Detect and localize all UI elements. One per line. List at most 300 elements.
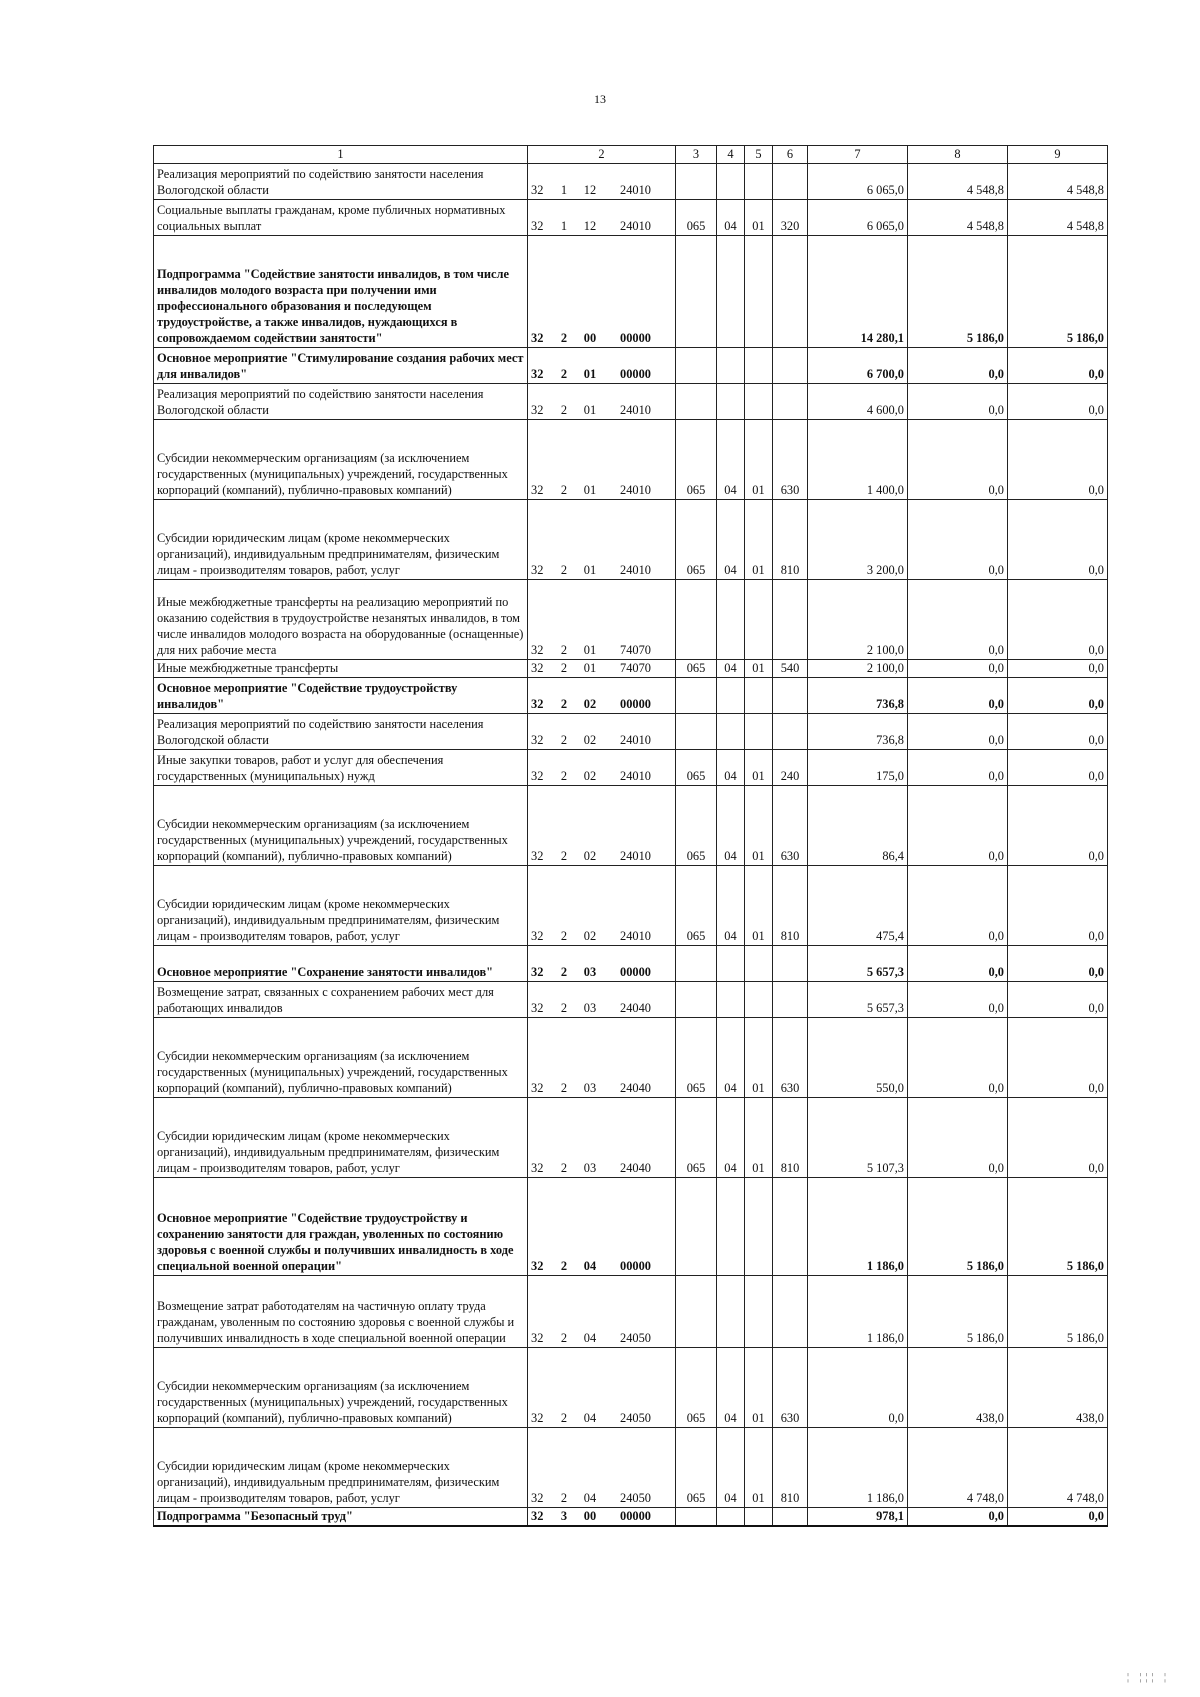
code-part-3: 02 [583, 849, 597, 863]
col-5-value [745, 580, 773, 660]
col-5-value: 01 [745, 660, 773, 678]
col-3-value [676, 678, 717, 714]
col-8-amount: 5 186,0 [908, 236, 1008, 348]
col-4-value [717, 678, 745, 714]
col-5-value [745, 384, 773, 420]
code-part-3: 03 [583, 1081, 597, 1095]
col-6-value [773, 678, 808, 714]
col-7-amount: 5 657,3 [808, 946, 908, 982]
col-3-value [676, 580, 717, 660]
col-4-value [717, 946, 745, 982]
table-row [154, 660, 1108, 678]
row-name: Основное мероприятие "Стимулирование создания рабочих мест для инвалидов" [154, 348, 528, 384]
col-9-amount: 0,0 [1008, 982, 1108, 1018]
code-part-1: 32 [531, 1081, 544, 1095]
code-part-4: 00000 [620, 1259, 651, 1273]
classification-code [528, 348, 676, 384]
col-7-amount: 2 100,0 [808, 580, 908, 660]
col-7-amount: 736,8 [808, 678, 908, 714]
table-body [154, 146, 1108, 1527]
col-3-value: 065 [676, 1018, 717, 1098]
col-5-value [745, 1276, 773, 1348]
col-3-value [676, 946, 717, 982]
col-3-value [676, 982, 717, 1018]
col-4-value: 04 [717, 866, 745, 946]
row-name: Иные межбюджетные трансферты [154, 660, 528, 678]
row-name: Реализация мероприятий по содействию занятости населения Вологодской области [154, 384, 528, 420]
col-5-value: 01 [745, 1018, 773, 1098]
col-5-value [745, 1178, 773, 1276]
code-part-1: 32 [531, 1491, 544, 1505]
col-6-value: 240 [773, 750, 808, 786]
code-part-3: 01 [583, 367, 597, 381]
code-part-1: 32 [531, 367, 544, 381]
classification-code [528, 660, 676, 678]
code-part-4: 24010 [620, 219, 651, 233]
col-3-value [676, 714, 717, 750]
row-name: Субсидии некоммерческим организациям (за исключением государственных (муниципальных) учреждений, государственных корпораций (компаний), публично-правовых компаний) [154, 420, 528, 500]
classification-code [528, 580, 676, 660]
code-part-4: 24050 [620, 1491, 651, 1505]
col-3-value: 065 [676, 200, 717, 236]
code-part-4: 00000 [620, 367, 651, 381]
code-part-4: 24010 [620, 929, 651, 943]
col-9-amount: 0,0 [1008, 946, 1108, 982]
header-cell-1: 1 [154, 146, 528, 164]
col-6-value [773, 164, 808, 200]
col-3-value: 065 [676, 1098, 717, 1178]
code-part-4: 24010 [620, 849, 651, 863]
table-row [154, 1178, 1108, 1276]
col-9-amount: 5 186,0 [1008, 1276, 1108, 1348]
classification-code [528, 786, 676, 866]
col-8-amount: 0,0 [908, 750, 1008, 786]
col-8-amount: 0,0 [908, 946, 1008, 982]
row-name: Возмещение затрат работодателям на частичную оплату труда гражданам, уволенным по состоянию здоровья с военной службы и получивших инвалидность в ходе специальной военной операции [154, 1276, 528, 1348]
row-name: Субсидии юридическим лицам (кроме некоммерческих организаций), индивидуальным предпринимателям, физическим лицам - производителям товаров, работ, услуг [154, 866, 528, 946]
col-8-amount: 4 548,8 [908, 200, 1008, 236]
scan-artifact-marks: ¦ ¦¦¦ ¦ [1126, 1672, 1170, 1683]
code-part-2: 1 [560, 219, 568, 233]
code-part-3: 02 [583, 733, 597, 747]
col-3-value: 065 [676, 1348, 717, 1428]
table-row [154, 946, 1108, 982]
code-part-3: 04 [583, 1331, 597, 1345]
col-6-value [773, 348, 808, 384]
code-part-2: 2 [560, 661, 568, 675]
col-9-amount: 4 548,8 [1008, 164, 1108, 200]
col-7-amount: 3 200,0 [808, 500, 908, 580]
row-name: Иные межбюджетные трансферты на реализацию мероприятий по оказанию содействия в трудоустройстве незанятых инвалидов, в том числе инвалидов молодого возраста на оборудованные (оснащенные) для них рабочие места [154, 580, 528, 660]
table-row [154, 580, 1108, 660]
code-part-1: 32 [531, 643, 544, 657]
code-part-2: 2 [560, 1001, 568, 1015]
col-8-amount: 5 186,0 [908, 1276, 1008, 1348]
col-9-amount: 0,0 [1008, 750, 1108, 786]
row-name: Реализация мероприятий по содействию занятости населения Вологодской области [154, 714, 528, 750]
code-part-1: 32 [531, 403, 544, 417]
budget-table [153, 145, 1108, 1527]
code-part-3: 01 [583, 661, 597, 675]
row-name: Подпрограмма "Содействие занятости инвалидов, в том числе инвалидов молодого возраста при получении ими профессионального образования и последующем трудоустройстве, а также инвалидов, нуждающихся в сопровождаемом содействии занятости" [154, 236, 528, 348]
col-6-value [773, 982, 808, 1018]
code-part-2: 2 [560, 367, 568, 381]
col-8-amount: 0,0 [908, 384, 1008, 420]
code-part-3: 01 [583, 403, 597, 417]
col-7-amount: 86,4 [808, 786, 908, 866]
code-part-2: 2 [560, 403, 568, 417]
header-cell-9: 9 [1008, 146, 1108, 164]
col-7-amount: 475,4 [808, 866, 908, 946]
col-3-value [676, 384, 717, 420]
col-7-amount: 550,0 [808, 1018, 908, 1098]
col-8-amount: 438,0 [908, 1348, 1008, 1428]
col-9-amount: 0,0 [1008, 660, 1108, 678]
col-3-value [676, 1276, 717, 1348]
col-4-value [717, 236, 745, 348]
code-part-4: 24010 [620, 733, 651, 747]
code-part-2: 2 [560, 1161, 568, 1175]
col-3-value: 065 [676, 660, 717, 678]
header-cell-3: 3 [676, 146, 717, 164]
col-8-amount: 0,0 [908, 580, 1008, 660]
code-part-3: 00 [583, 1509, 597, 1523]
code-part-2: 2 [560, 929, 568, 943]
col-4-value: 04 [717, 420, 745, 500]
col-3-value: 065 [676, 420, 717, 500]
col-9-amount: 0,0 [1008, 384, 1108, 420]
col-8-amount: 0,0 [908, 866, 1008, 946]
classification-code [528, 420, 676, 500]
row-name: Иные закупки товаров, работ и услуг для обеспечения государственных (муниципальных) нужд [154, 750, 528, 786]
col-8-amount: 0,0 [908, 1018, 1008, 1098]
classification-code [528, 384, 676, 420]
col-9-amount: 0,0 [1008, 1508, 1108, 1527]
code-part-1: 32 [531, 331, 544, 345]
table-row [154, 348, 1108, 384]
row-name: Субсидии некоммерческим организациям (за исключением государственных (муниципальных) учреждений, государственных корпораций (компаний), публично-правовых компаний) [154, 1348, 528, 1428]
col-4-value: 04 [717, 200, 745, 236]
col-9-amount: 438,0 [1008, 1348, 1108, 1428]
col-8-amount: 0,0 [908, 660, 1008, 678]
col-7-amount: 978,1 [808, 1508, 908, 1527]
col-5-value [745, 714, 773, 750]
code-part-2: 2 [560, 483, 568, 497]
code-part-2: 2 [560, 331, 568, 345]
table-row [154, 714, 1108, 750]
table-row [154, 1018, 1108, 1098]
col-3-value: 065 [676, 750, 717, 786]
col-5-value [745, 348, 773, 384]
col-7-amount: 1 400,0 [808, 420, 908, 500]
classification-code [528, 1508, 676, 1527]
col-6-value: 810 [773, 500, 808, 580]
code-part-2: 2 [560, 1081, 568, 1095]
col-8-amount: 4 548,8 [908, 164, 1008, 200]
code-part-4: 00000 [620, 697, 651, 711]
col-9-amount: 4 748,0 [1008, 1428, 1108, 1508]
col-5-value [745, 164, 773, 200]
table-row [154, 1508, 1108, 1527]
col-9-amount: 4 548,8 [1008, 200, 1108, 236]
col-4-value: 04 [717, 1018, 745, 1098]
classification-code [528, 946, 676, 982]
col-4-value [717, 164, 745, 200]
col-6-value: 630 [773, 1018, 808, 1098]
code-part-2: 2 [560, 769, 568, 783]
classification-code [528, 866, 676, 946]
code-part-2: 2 [560, 1331, 568, 1345]
col-7-amount: 736,8 [808, 714, 908, 750]
classification-code [528, 1098, 676, 1178]
code-part-4: 24040 [620, 1161, 651, 1175]
col-4-value: 04 [717, 1098, 745, 1178]
row-name: Субсидии некоммерческим организациям (за исключением государственных (муниципальных) учреждений, государственных корпораций (компаний), публично-правовых компаний) [154, 1018, 528, 1098]
col-6-value: 630 [773, 1348, 808, 1428]
col-7-amount: 14 280,1 [808, 236, 908, 348]
col-7-amount: 1 186,0 [808, 1276, 908, 1348]
col-4-value: 04 [717, 1348, 745, 1428]
code-part-3: 01 [583, 563, 597, 577]
col-5-value [745, 1508, 773, 1527]
code-part-3: 04 [583, 1491, 597, 1505]
col-8-amount: 0,0 [908, 1508, 1008, 1527]
col-4-value [717, 580, 745, 660]
table-row [154, 1428, 1108, 1508]
code-part-4: 74070 [620, 661, 651, 675]
code-part-2: 2 [560, 1411, 568, 1425]
code-part-4: 24010 [620, 403, 651, 417]
code-part-3: 03 [583, 965, 597, 979]
col-7-amount: 175,0 [808, 750, 908, 786]
row-name: Основное мероприятие "Сохранение занятости инвалидов" [154, 946, 528, 982]
col-3-value [676, 1178, 717, 1276]
code-part-2: 2 [560, 563, 568, 577]
code-part-4: 24040 [620, 1001, 651, 1015]
code-part-1: 32 [531, 1331, 544, 1345]
col-6-value [773, 384, 808, 420]
col-9-amount: 0,0 [1008, 866, 1108, 946]
code-part-1: 32 [531, 563, 544, 577]
col-9-amount: 0,0 [1008, 348, 1108, 384]
code-part-4: 24040 [620, 1081, 651, 1095]
header-cell-2: 2 [528, 146, 676, 164]
table-row [154, 200, 1108, 236]
code-part-2: 2 [560, 1491, 568, 1505]
classification-code [528, 1428, 676, 1508]
col-5-value: 01 [745, 420, 773, 500]
col-9-amount: 0,0 [1008, 714, 1108, 750]
col-5-value: 01 [745, 750, 773, 786]
table-row [154, 1098, 1108, 1178]
col-5-value [745, 982, 773, 1018]
col-7-amount: 0,0 [808, 1348, 908, 1428]
col-4-value: 04 [717, 1428, 745, 1508]
code-part-1: 32 [531, 661, 544, 675]
code-part-3: 01 [583, 643, 597, 657]
code-part-1: 32 [531, 483, 544, 497]
table-row [154, 164, 1108, 200]
code-part-4: 24010 [620, 769, 651, 783]
col-6-value: 810 [773, 1098, 808, 1178]
code-part-2: 2 [560, 697, 568, 711]
col-7-amount: 4 600,0 [808, 384, 908, 420]
code-part-3: 00 [583, 331, 597, 345]
col-5-value: 01 [745, 200, 773, 236]
col-8-amount: 0,0 [908, 714, 1008, 750]
code-part-4: 74070 [620, 643, 651, 657]
col-5-value: 01 [745, 1428, 773, 1508]
code-part-1: 32 [531, 219, 544, 233]
col-6-value [773, 1276, 808, 1348]
col-6-value: 810 [773, 1428, 808, 1508]
code-part-1: 32 [531, 769, 544, 783]
code-part-3: 12 [583, 219, 597, 233]
table-row [154, 236, 1108, 348]
col-4-value: 04 [717, 786, 745, 866]
col-7-amount: 6 700,0 [808, 348, 908, 384]
col-3-value: 065 [676, 1428, 717, 1508]
col-6-value: 320 [773, 200, 808, 236]
classification-code [528, 200, 676, 236]
col-9-amount: 0,0 [1008, 500, 1108, 580]
code-part-1: 32 [531, 183, 544, 197]
col-4-value [717, 348, 745, 384]
col-3-value [676, 164, 717, 200]
classification-code [528, 500, 676, 580]
col-4-value [717, 384, 745, 420]
page-number: 13 [594, 92, 606, 106]
col-9-amount: 5 186,0 [1008, 1178, 1108, 1276]
col-5-value: 01 [745, 1098, 773, 1178]
col-7-amount: 1 186,0 [808, 1428, 908, 1508]
table-row [154, 750, 1108, 786]
code-part-4: 24010 [620, 483, 651, 497]
code-part-3: 02 [583, 769, 597, 783]
row-name: Основное мероприятие "Содействие трудоустройству и сохранению занятости для граждан, уволенных по состоянию здоровья с военной службы и получивших инвалидность в ходе специальной военной операции" [154, 1178, 528, 1276]
code-part-2: 1 [560, 183, 568, 197]
classification-code [528, 750, 676, 786]
col-7-amount: 6 065,0 [808, 164, 908, 200]
code-part-1: 32 [531, 697, 544, 711]
col-8-amount: 0,0 [908, 348, 1008, 384]
header-cell-5: 5 [745, 146, 773, 164]
col-6-value: 630 [773, 420, 808, 500]
col-3-value [676, 348, 717, 384]
code-part-1: 32 [531, 1411, 544, 1425]
code-part-2: 2 [560, 733, 568, 747]
code-part-3: 02 [583, 697, 597, 711]
col-7-amount: 6 065,0 [808, 200, 908, 236]
code-part-2: 2 [560, 849, 568, 863]
col-6-value [773, 1508, 808, 1527]
code-part-3: 12 [583, 183, 597, 197]
col-4-value: 04 [717, 500, 745, 580]
table-row [154, 500, 1108, 580]
row-name: Основное мероприятие "Содействие трудоустройству инвалидов" [154, 678, 528, 714]
col-6-value [773, 1178, 808, 1276]
row-name: Субсидии юридическим лицам (кроме некоммерческих организаций), индивидуальным предпринимателям, физическим лицам - производителям товаров, работ, услуг [154, 1098, 528, 1178]
col-5-value: 01 [745, 1348, 773, 1428]
table-row [154, 866, 1108, 946]
table-row [154, 1276, 1108, 1348]
col-9-amount: 0,0 [1008, 580, 1108, 660]
col-7-amount: 5 657,3 [808, 982, 908, 1018]
code-part-2: 2 [560, 1259, 568, 1273]
header-cell-6: 6 [773, 146, 808, 164]
col-3-value [676, 1508, 717, 1527]
col-5-value: 01 [745, 500, 773, 580]
col-5-value [745, 678, 773, 714]
col-6-value: 810 [773, 866, 808, 946]
col-7-amount: 1 186,0 [808, 1178, 908, 1276]
code-part-1: 32 [531, 965, 544, 979]
table-row [154, 786, 1108, 866]
classification-code [528, 714, 676, 750]
table-row [154, 1348, 1108, 1428]
col-4-value [717, 714, 745, 750]
classification-code [528, 236, 676, 348]
col-8-amount: 0,0 [908, 1098, 1008, 1178]
col-9-amount: 0,0 [1008, 786, 1108, 866]
classification-code [528, 1018, 676, 1098]
col-8-amount: 0,0 [908, 678, 1008, 714]
col-7-amount: 5 107,3 [808, 1098, 908, 1178]
col-8-amount: 4 748,0 [908, 1428, 1008, 1508]
code-part-3: 02 [583, 929, 597, 943]
code-part-1: 32 [531, 1161, 544, 1175]
col-6-value [773, 714, 808, 750]
code-part-1: 32 [531, 1259, 544, 1273]
col-5-value [745, 946, 773, 982]
classification-code [528, 164, 676, 200]
col-4-value [717, 1508, 745, 1527]
col-4-value: 04 [717, 660, 745, 678]
code-part-4: 00000 [620, 1509, 651, 1523]
code-part-2: 3 [560, 1509, 568, 1523]
col-8-amount: 0,0 [908, 982, 1008, 1018]
col-4-value [717, 1178, 745, 1276]
col-9-amount: 0,0 [1008, 678, 1108, 714]
col-5-value [745, 236, 773, 348]
classification-code [528, 1276, 676, 1348]
col-6-value [773, 236, 808, 348]
col-8-amount: 0,0 [908, 420, 1008, 500]
table-header-row [154, 146, 1108, 164]
col-3-value: 065 [676, 866, 717, 946]
col-6-value: 630 [773, 786, 808, 866]
col-4-value [717, 982, 745, 1018]
col-7-amount: 2 100,0 [808, 660, 908, 678]
code-part-1: 32 [531, 1001, 544, 1015]
code-part-1: 32 [531, 1509, 544, 1523]
code-part-1: 32 [531, 849, 544, 863]
col-4-value [717, 1276, 745, 1348]
row-name: Подпрограмма "Безопасный труд" [154, 1508, 528, 1527]
classification-code [528, 982, 676, 1018]
col-5-value: 01 [745, 866, 773, 946]
code-part-3: 03 [583, 1161, 597, 1175]
col-3-value: 065 [676, 786, 717, 866]
code-part-4: 24050 [620, 1331, 651, 1345]
header-cell-8: 8 [908, 146, 1008, 164]
row-name: Возмещение затрат, связанных с сохранением рабочих мест для работающих инвалидов [154, 982, 528, 1018]
col-6-value [773, 946, 808, 982]
row-name: Субсидии некоммерческим организациям (за исключением государственных (муниципальных) учреждений, государственных корпораций (компаний), публично-правовых компаний) [154, 786, 528, 866]
classification-code [528, 1348, 676, 1428]
col-5-value: 01 [745, 786, 773, 866]
col-8-amount: 0,0 [908, 786, 1008, 866]
